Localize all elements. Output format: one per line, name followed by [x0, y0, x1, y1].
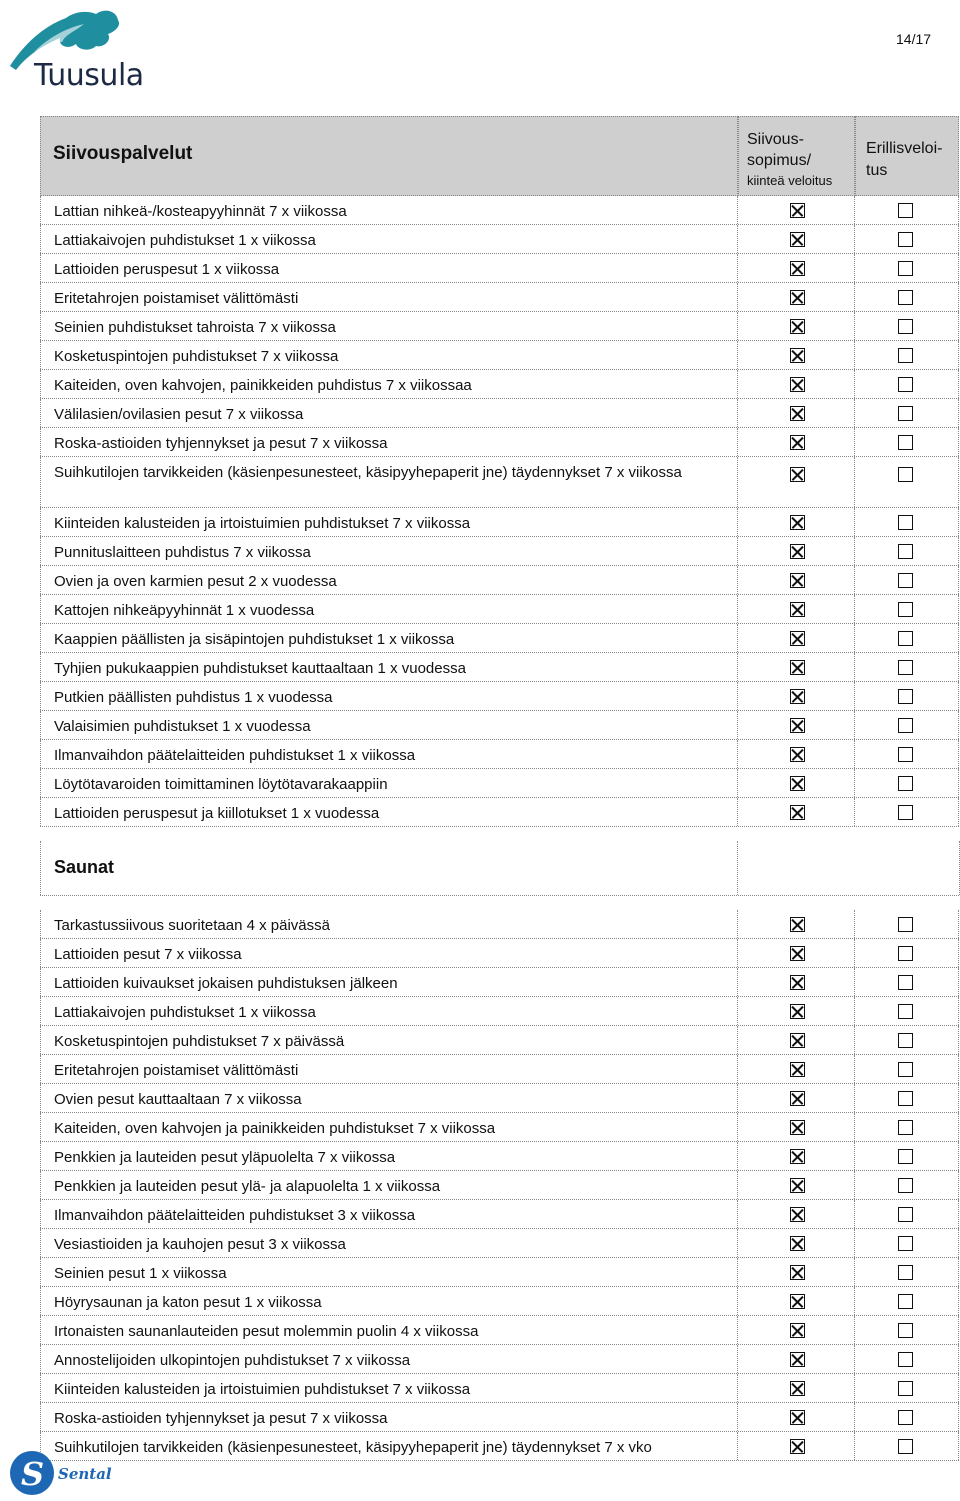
- checked-checkbox[interactable]: [790, 805, 805, 820]
- unchecked-checkbox[interactable]: [898, 689, 913, 704]
- row-label: Kattojen nihkeäpyyhinnät 1 x vuodessa: [54, 602, 315, 619]
- unchecked-checkbox[interactable]: [898, 348, 913, 363]
- table-row: [40, 1316, 959, 1345]
- column-b-label-2: tus: [866, 162, 888, 179]
- table-row: [40, 399, 959, 428]
- checked-checkbox[interactable]: [790, 1410, 805, 1425]
- unchecked-checkbox[interactable]: [898, 1062, 913, 1077]
- unchecked-checkbox[interactable]: [898, 406, 913, 421]
- unchecked-checkbox[interactable]: [898, 1236, 913, 1251]
- table-row: [40, 1200, 959, 1229]
- table-row: [40, 1345, 959, 1374]
- checked-checkbox[interactable]: [790, 1236, 805, 1251]
- row-label: Lattian nihkeä-/kosteapyyhinnät 7 x viikossa: [54, 203, 347, 220]
- checked-checkbox[interactable]: [790, 1149, 805, 1164]
- row-label: Vesiastioiden ja kauhojen pesut 3 x viikossa: [54, 1236, 346, 1253]
- checked-checkbox[interactable]: [790, 1091, 805, 1106]
- unchecked-checkbox[interactable]: [898, 1410, 913, 1425]
- column-header-separate-billing: [855, 116, 959, 196]
- table-title: Siivouspalvelut: [53, 143, 193, 164]
- unchecked-checkbox[interactable]: [898, 1004, 913, 1019]
- row-label: Eritetahrojen poistamiset välittömästi: [54, 290, 299, 307]
- unchecked-checkbox[interactable]: [898, 1120, 913, 1135]
- row-label: Putkien päällisten puhdistus 1 x vuodessa: [54, 689, 333, 706]
- row-label: Penkkien ja lauteiden pesut yläpuolelta 7 x viikossa: [54, 1149, 396, 1166]
- unchecked-checkbox[interactable]: [898, 946, 913, 961]
- unchecked-checkbox[interactable]: [898, 1033, 913, 1048]
- table-row: [40, 428, 959, 457]
- sental-logo-text: Sental: [58, 1465, 112, 1483]
- row-label: Kaappien päällisten ja sisäpintojen puhdistukset 1 x viikossa: [54, 631, 455, 648]
- table-header: [40, 116, 959, 196]
- checked-checkbox[interactable]: [790, 660, 805, 675]
- table-row: [40, 196, 959, 225]
- checked-checkbox[interactable]: [790, 406, 805, 421]
- checked-checkbox[interactable]: [790, 1033, 805, 1048]
- table-row: [40, 798, 959, 827]
- unchecked-checkbox[interactable]: [898, 203, 913, 218]
- unchecked-checkbox[interactable]: [898, 467, 913, 482]
- table-row: [40, 566, 959, 595]
- table-row: [40, 1403, 959, 1432]
- row-label: Lattiakaivojen puhdistukset 1 x viikossa: [54, 232, 316, 249]
- checked-checkbox[interactable]: [790, 290, 805, 305]
- table-row: [40, 711, 959, 740]
- table-row: [40, 1287, 959, 1316]
- table-row: [40, 370, 959, 399]
- column-b-label-1: Erillisveloi-: [866, 140, 943, 157]
- checked-checkbox[interactable]: [790, 602, 805, 617]
- unchecked-checkbox[interactable]: [898, 1149, 913, 1164]
- table-row: [40, 1229, 959, 1258]
- row-label: Seinien puhdistukset tahroista 7 x viikossa: [54, 319, 336, 336]
- checked-checkbox[interactable]: [790, 917, 805, 932]
- row-label: Punnituslaitteen puhdistus 7 x viikossa: [54, 544, 311, 561]
- unchecked-checkbox[interactable]: [898, 261, 913, 276]
- table-row: [40, 1432, 959, 1461]
- unchecked-checkbox[interactable]: [898, 1352, 913, 1367]
- checked-checkbox[interactable]: [790, 1381, 805, 1396]
- column-header-contract: [738, 116, 855, 196]
- unchecked-checkbox[interactable]: [898, 1381, 913, 1396]
- row-label: Annostelijoiden ulkopintojen puhdistukset 7 x viikossa: [54, 1352, 411, 1369]
- checked-checkbox[interactable]: [790, 747, 805, 762]
- table-row: [40, 910, 959, 939]
- row-label: Eritetahrojen poistamiset välittömästi: [54, 1062, 299, 1079]
- unchecked-checkbox[interactable]: [898, 1265, 913, 1280]
- unchecked-checkbox[interactable]: [898, 776, 913, 791]
- unchecked-checkbox[interactable]: [898, 232, 913, 247]
- row-label: Ovien ja oven karmien pesut 2 x vuodessa: [54, 573, 337, 590]
- checked-checkbox[interactable]: [790, 1265, 805, 1280]
- table-row: [40, 508, 959, 537]
- row-label: Lattioiden kuivaukset jokaisen puhdistuksen jälkeen: [54, 975, 398, 992]
- unchecked-checkbox[interactable]: [898, 718, 913, 733]
- services-table: [40, 116, 959, 1461]
- unchecked-checkbox[interactable]: [898, 515, 913, 530]
- checked-checkbox[interactable]: [790, 261, 805, 276]
- row-label: Ovien pesut kauttaaltaan 7 x viikossa: [54, 1091, 302, 1108]
- column-a-label-3: kiinteä veloitus: [747, 173, 833, 188]
- table-row: [40, 1084, 959, 1113]
- table-row: [40, 1055, 959, 1084]
- row-label: Löytötavaroiden toimittaminen löytötavarakaappiin: [54, 776, 388, 793]
- unchecked-checkbox[interactable]: [898, 1294, 913, 1309]
- row-label: Kiinteiden kalusteiden ja irtoistuimien puhdistukset 7 x viikossa: [54, 1381, 471, 1398]
- unchecked-checkbox[interactable]: [898, 917, 913, 932]
- table-row: [40, 537, 959, 566]
- unchecked-checkbox[interactable]: [898, 435, 913, 450]
- row-label: Kaiteiden, oven kahvojen, painikkeiden puhdistus 7 x viikossaa: [54, 377, 472, 394]
- column-a-label-2: sopimus/: [747, 152, 812, 169]
- table-row: [40, 682, 959, 711]
- unchecked-checkbox[interactable]: [898, 660, 913, 675]
- sauna-rows: [40, 910, 959, 1461]
- table-row: [40, 1171, 959, 1200]
- table-row: [40, 740, 959, 769]
- row-label: Seinien pesut 1 x viikossa: [54, 1265, 227, 1282]
- unchecked-checkbox[interactable]: [898, 1207, 913, 1222]
- table-row: [40, 968, 959, 997]
- checked-checkbox[interactable]: [790, 348, 805, 363]
- checked-checkbox[interactable]: [790, 946, 805, 961]
- unchecked-checkbox[interactable]: [898, 1323, 913, 1338]
- service-rows: [40, 196, 959, 827]
- table-row: [40, 1113, 959, 1142]
- row-label: Kosketuspintojen puhdistukset 7 x viikossa: [54, 348, 339, 365]
- row-label: Kosketuspintojen puhdistukset 7 x päivässä: [54, 1033, 345, 1050]
- row-label: Ilmanvaihdon päätelaitteiden puhdistukset 1 x viikossa: [54, 747, 416, 764]
- unchecked-checkbox[interactable]: [898, 319, 913, 334]
- table-row: [40, 1374, 959, 1403]
- unchecked-checkbox[interactable]: [898, 1091, 913, 1106]
- table-row: [40, 1142, 959, 1171]
- checked-checkbox[interactable]: [790, 975, 805, 990]
- row-label: Roska-astioiden tyhjennykset ja pesut 7 x viikossa: [54, 435, 388, 452]
- checked-checkbox[interactable]: [790, 1178, 805, 1193]
- unchecked-checkbox[interactable]: [898, 290, 913, 305]
- checked-checkbox[interactable]: [790, 631, 805, 646]
- unchecked-checkbox[interactable]: [898, 805, 913, 820]
- checked-checkbox[interactable]: [790, 689, 805, 704]
- row-label: Lattioiden peruspesut 1 x viikossa: [54, 261, 280, 278]
- checked-checkbox[interactable]: [790, 377, 805, 392]
- row-label: Irtonaisten saunanlauteiden pesut molemmin puolin 4 x viikossa: [54, 1323, 479, 1340]
- row-label: Välilasien/ovilasien pesut 7 x viikossa: [54, 406, 304, 423]
- checked-checkbox[interactable]: [790, 319, 805, 334]
- checked-checkbox[interactable]: [790, 1439, 805, 1454]
- unchecked-checkbox[interactable]: [898, 602, 913, 617]
- unchecked-checkbox[interactable]: [898, 1178, 913, 1193]
- checked-checkbox[interactable]: [790, 1004, 805, 1019]
- checked-checkbox[interactable]: [790, 1062, 805, 1077]
- section-title-saunat: Saunat: [54, 857, 115, 877]
- row-label: Höyrysaunan ja katon pesut 1 x viikossa: [54, 1294, 322, 1311]
- row-label: Roska-astioiden tyhjennykset ja pesut 7 x viikossa: [54, 1410, 388, 1427]
- table-row: [40, 653, 959, 682]
- table-row: [40, 595, 959, 624]
- table-row: [40, 254, 959, 283]
- table-row: [40, 1026, 959, 1055]
- row-label: Kiinteiden kalusteiden ja irtoistuimien puhdistukset 7 x viikossa: [54, 515, 471, 532]
- table-row: [40, 225, 959, 254]
- row-label: Tarkastussiivous suoritetaan 4 x päivässä: [54, 917, 330, 934]
- checked-checkbox[interactable]: [790, 515, 805, 530]
- svg-text:S: S: [21, 1455, 45, 1493]
- unchecked-checkbox[interactable]: [898, 747, 913, 762]
- row-label: Suihkutilojen tarvikkeiden (käsienpesunesteet, käsipyyhepaperit jne) täydennykset 7 x viikossa: [54, 464, 682, 481]
- unchecked-checkbox[interactable]: [898, 377, 913, 392]
- checked-checkbox[interactable]: [790, 1294, 805, 1309]
- checked-checkbox[interactable]: [790, 1352, 805, 1367]
- checked-checkbox[interactable]: [790, 1207, 805, 1222]
- unchecked-checkbox[interactable]: [898, 573, 913, 588]
- table-row: [40, 939, 959, 968]
- checked-checkbox[interactable]: [790, 718, 805, 733]
- checked-checkbox[interactable]: [790, 467, 805, 482]
- table-row: [40, 283, 959, 312]
- column-a-label-1: Siivous-: [747, 131, 804, 148]
- table-row: [40, 341, 959, 370]
- table-row: [40, 769, 959, 798]
- row-label: Suihkutilojen tarvikkeiden (käsienpesunesteet, käsipyyhepaperit jne) täydennykset 7 x vko: [54, 1439, 652, 1456]
- table-row: [40, 997, 959, 1026]
- row-label: Ilmanvaihdon päätelaitteiden puhdistukset 3 x viikossa: [54, 1207, 416, 1224]
- unchecked-checkbox[interactable]: [898, 975, 913, 990]
- checked-checkbox[interactable]: [790, 232, 805, 247]
- table-row: [40, 624, 959, 653]
- checked-checkbox[interactable]: [790, 435, 805, 450]
- page-number: 14/17: [896, 31, 932, 47]
- row-label: Lattiakaivojen puhdistukset 1 x viikossa: [54, 1004, 316, 1021]
- checked-checkbox[interactable]: [790, 776, 805, 791]
- row-label: Kaiteiden, oven kahvojen ja painikkeiden puhdistukset 7 x viikossa: [54, 1120, 496, 1137]
- row-label: Penkkien ja lauteiden pesut ylä- ja alapuolelta 1 x viikossa: [54, 1178, 441, 1195]
- row-label: Lattioiden pesut 7 x viikossa: [54, 946, 242, 963]
- checked-checkbox[interactable]: [790, 203, 805, 218]
- sental-logo: [8, 1448, 118, 1498]
- tuusula-logo-text: Tuusula: [34, 58, 144, 93]
- table-row: [40, 1258, 959, 1287]
- checked-checkbox[interactable]: [790, 1120, 805, 1135]
- unchecked-checkbox[interactable]: [898, 544, 913, 559]
- row-label: Valaisimien puhdistukset 1 x vuodessa: [54, 718, 311, 735]
- section-row-saunat: [40, 841, 959, 896]
- table-row: [40, 312, 959, 341]
- unchecked-checkbox[interactable]: [898, 1439, 913, 1454]
- checked-checkbox[interactable]: [790, 573, 805, 588]
- row-label: Lattioiden peruspesut ja kiillotukset 1 x vuodessa: [54, 805, 380, 822]
- checked-checkbox[interactable]: [790, 1323, 805, 1338]
- row-label: Tyhjien pukukaappien puhdistukset kauttaaltaan 1 x vuodessa: [54, 660, 466, 677]
- unchecked-checkbox[interactable]: [898, 631, 913, 646]
- checked-checkbox[interactable]: [790, 544, 805, 559]
- table-row: [40, 457, 959, 508]
